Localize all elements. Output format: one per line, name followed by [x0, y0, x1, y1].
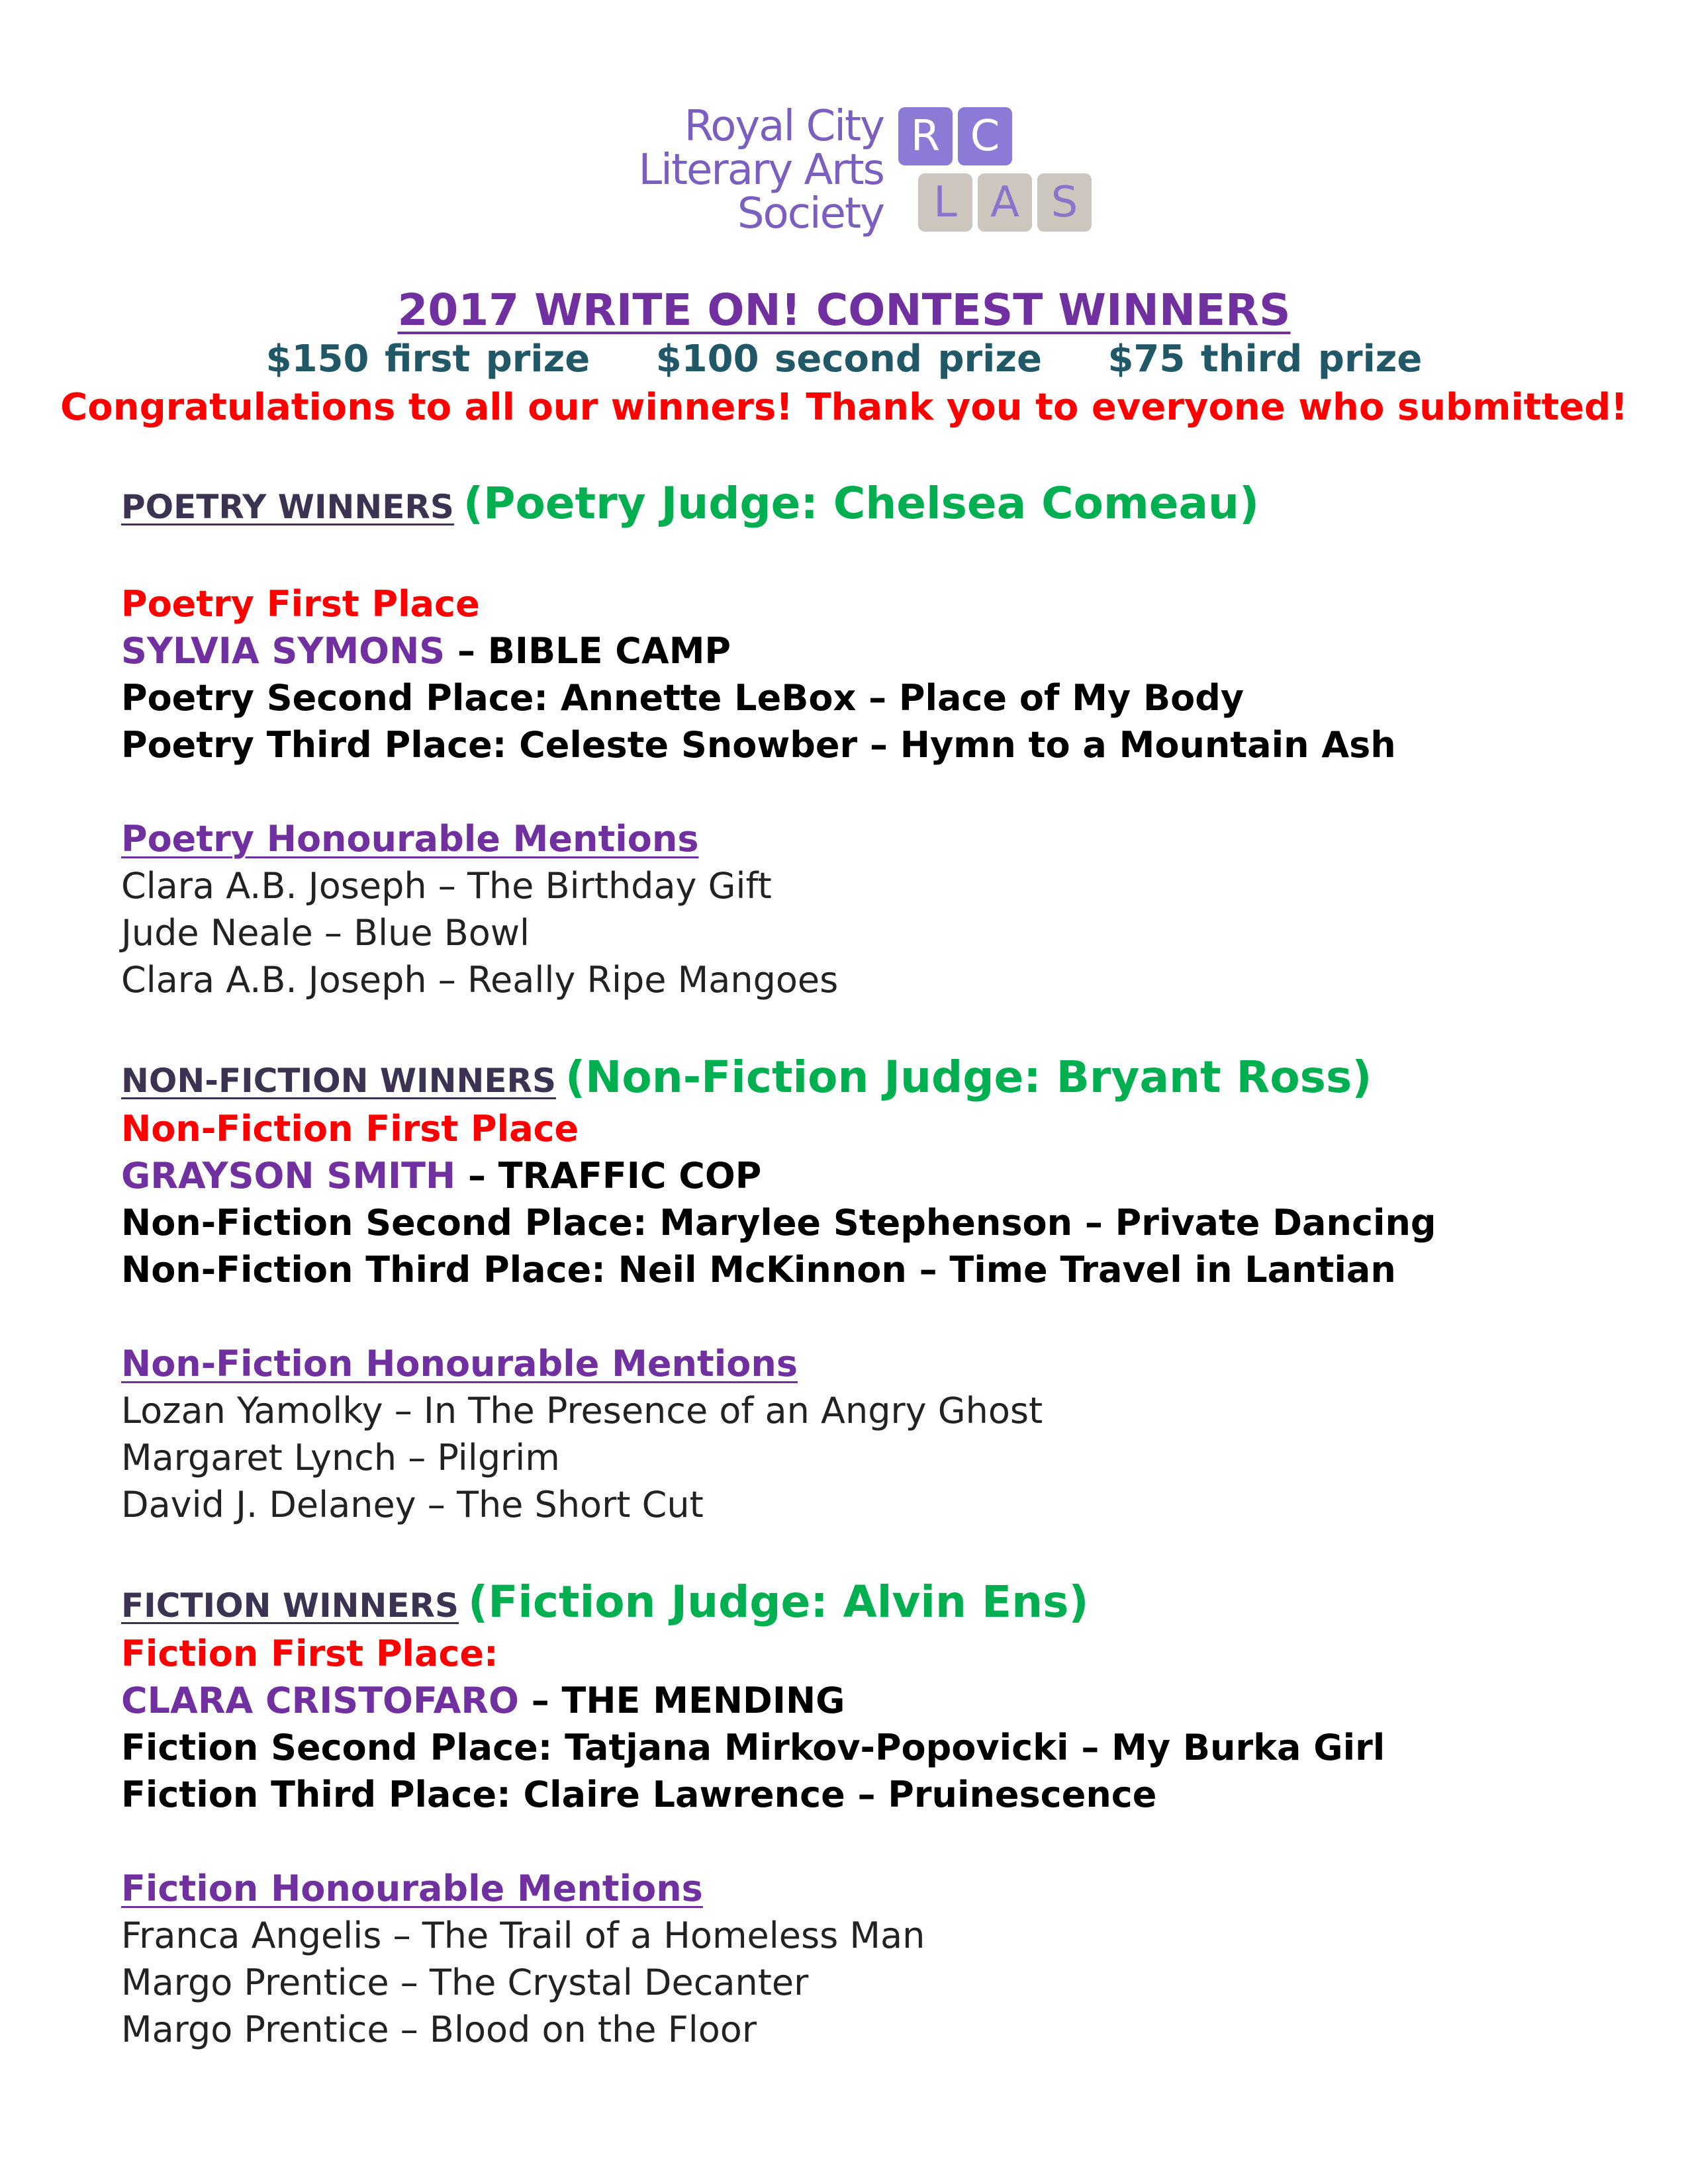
logo-tile-a: A [978, 173, 1032, 232]
nonfiction-first-place-title: – TRAFFIC COP [455, 1155, 762, 1197]
fiction-second-place: Fiction Second Place: Tatjana Mirkov-Popovicki – My Burka Girl [121, 1727, 1385, 1768]
poetry-third-place: Poetry Third Place: Celeste Snowber – Hymn to a Mountain Ash [121, 724, 1396, 766]
poetry-first-place-winner [121, 627, 731, 675]
fiction-honourable-mentions-heading: Fiction Honourable Mentions [121, 1868, 703, 1909]
logo-tile-l: L [918, 173, 972, 232]
poetry-first-place-label: Poetry First Place [121, 583, 480, 625]
nonfiction-honourable-mentions-heading: Non-Fiction Honourable Mentions [121, 1343, 798, 1385]
fiction-first-place-name: CLARA CRISTOFARO [121, 1680, 519, 1721]
fiction-heading-line [121, 1578, 1089, 1629]
second-prize: $100 second prize [655, 338, 1042, 381]
fiction-mention: Margo Prentice – The Crystal Decanter [121, 1962, 809, 2003]
nonfiction-first-place-winner [121, 1152, 761, 1200]
page-title: 2017 WRITE ON! CONTEST WINNERS [397, 285, 1291, 336]
logo-line-2: Literary Arts [638, 146, 884, 195]
nonfiction-second-place: Non-Fiction Second Place: Marylee Stephenson – Private Dancing [121, 1202, 1436, 1244]
poetry-mention: Clara A.B. Joseph – The Birthday Gift [121, 865, 772, 907]
nonfiction-heading-line [121, 1054, 1372, 1105]
first-prize: $150 first prize [265, 338, 590, 381]
poetry-honourable-mentions-heading: Poetry Honourable Mentions [121, 818, 699, 860]
nonfiction-mention: David J. Delaney – The Short Cut [121, 1484, 704, 1525]
third-prize: $75 third prize [1107, 338, 1423, 381]
nonfiction-mention: Lozan Yamolky – In The Presence of an Angry Ghost [121, 1390, 1043, 1432]
fiction-mention: Franca Angelis – The Trail of a Homeless Man [121, 1915, 925, 1956]
poetry-section-heading: POETRY WINNERS [121, 488, 454, 526]
nonfiction-mention: Margaret Lynch – Pilgrim [121, 1437, 560, 1479]
congratulations-message: Congratulations to all our winners! Thank you to everyone who submitted! [60, 386, 1628, 429]
poetry-heading-line [121, 480, 1259, 531]
fiction-mention: Margo Prentice – Blood on the Floor [121, 2009, 757, 2050]
poetry-second-place: Poetry Second Place: Annette LeBox – Place of My Body [121, 677, 1244, 719]
poetry-first-place-name: SYLVIA SYMONS [121, 630, 445, 672]
poetry-first-place-title: – BIBLE CAMP [445, 630, 731, 672]
fiction-third-place: Fiction Third Place: Claire Lawrence – Pruinescence [121, 1774, 1157, 1815]
rclas-logo [606, 99, 1122, 251]
logo-line-1: Royal City [684, 102, 884, 151]
nonfiction-section-heading: NON-FICTION WINNERS [121, 1062, 556, 1100]
fiction-first-place-label: Fiction First Place: [121, 1633, 498, 1674]
fiction-first-place-title: – THE MENDING [518, 1680, 845, 1721]
poetry-mention: Jude Neale – Blue Bowl [121, 912, 530, 954]
logo-wordmark [638, 102, 884, 238]
fiction-first-place-winner [121, 1677, 845, 1725]
logo-tile-c: C [958, 107, 1012, 165]
nonfiction-first-place-name: GRAYSON SMITH [121, 1155, 456, 1197]
fiction-judge: (Fiction Judge: Alvin Ens) [468, 1576, 1089, 1627]
logo-line-3: Society [737, 189, 884, 238]
logo-tile-r: R [898, 107, 953, 165]
prize-amounts [0, 338, 1688, 381]
logo-tile-s: S [1037, 173, 1092, 232]
poetry-judge: (Poetry Judge: Chelsea Comeau) [463, 478, 1260, 529]
nonfiction-first-place-label: Non-Fiction First Place [121, 1108, 579, 1150]
nonfiction-third-place: Non-Fiction Third Place: Neil McKinnon – Time Travel in Lantian [121, 1249, 1396, 1291]
nonfiction-judge: (Non-Fiction Judge: Bryant Ross) [565, 1052, 1372, 1103]
fiction-section-heading: FICTION WINNERS [121, 1586, 459, 1625]
poetry-mention: Clara A.B. Joseph – Really Ripe Mangoes [121, 959, 839, 1001]
